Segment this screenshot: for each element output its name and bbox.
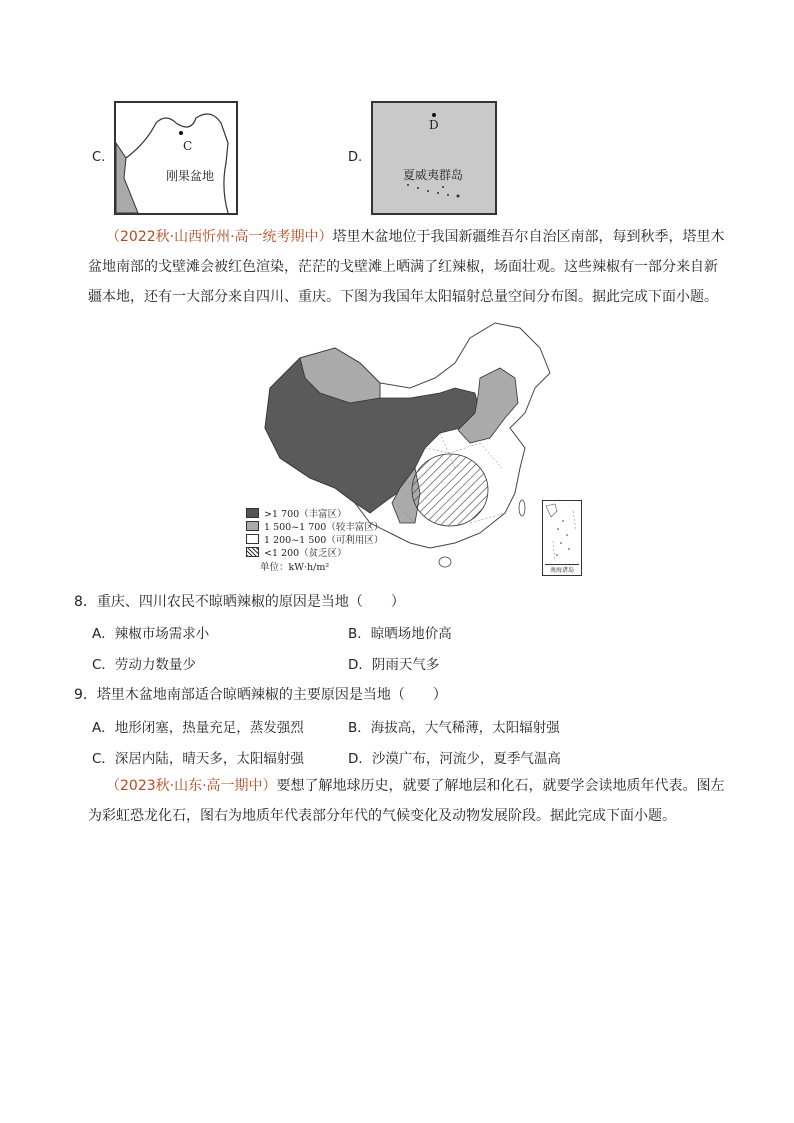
- option-d-label: D.: [348, 150, 363, 165]
- congo-basin-map-graphic: [116, 103, 236, 213]
- legend-item-poor: <1 200（贫乏区）: [246, 545, 347, 559]
- point-d-dot: [432, 113, 436, 117]
- question-8-option-b[interactable]: B．晾晒场地价高: [348, 626, 452, 642]
- china-solar-radiation-map: [240, 318, 580, 576]
- passage-2-source: （2023秋·山东·高一期中）: [106, 778, 277, 794]
- option-c-label: C.: [92, 150, 106, 165]
- option-c-map: [114, 101, 238, 215]
- legend-item-rich: >1 700（丰富区）: [246, 506, 347, 520]
- passage-1-text: 塔里木盆地位于我国新疆维吾尔自治区南部，每到秋季，塔里木盆地南部的戈壁滩会被红色渲染，茫茫的戈壁滩上晒满了红辣椒，场面壮观。这些辣椒有一部分来自新疆本地，还有一大部分来自四川、重庆。下图为我国年太阳辐射总量空间分布图。据此完成下面小题。: [88, 229, 725, 305]
- question-8-option-c[interactable]: C．劳动力数量少: [92, 657, 196, 673]
- hawaii-caption: 夏威夷群岛: [403, 168, 464, 182]
- south-china-sea-inset: [542, 500, 582, 576]
- question-8-stem: 8．重庆、四川农民不晾晒辣椒的原因是当地（ ）: [74, 594, 405, 610]
- question-9-option-b[interactable]: B．海拔高，大气稀薄，太阳辐射强: [348, 720, 560, 736]
- inset-label: 南海诸岛: [545, 564, 579, 574]
- question-8-option-d[interactable]: D．阴雨天气多: [348, 657, 440, 673]
- question-9-option-c[interactable]: C．深居内陆，晴天多，太阳辐射强: [92, 751, 304, 767]
- option-d-map: [371, 101, 497, 215]
- passage-1-source: （2022秋·山西忻州·高一统考期中）: [106, 229, 333, 245]
- question-9-stem: 9．塔里木盆地南部适合晾晒辣椒的主要原因是当地（ ）: [74, 687, 447, 703]
- passage-2-text: 要想了解地球历史，就要了解地层和化石，就要学会读地质年代表。图左为彩虹恐龙化石，图右为地质年代表部分年代的气候变化及动物发展阶段。据此完成下面小题。: [88, 778, 725, 824]
- legend-item-fairly-rich: 1 500~1 700（较丰富区）: [246, 519, 383, 533]
- question-9-option-a[interactable]: A．地形闭塞，热量充足，蒸发强烈: [92, 720, 304, 736]
- question-8-option-a[interactable]: A．辣椒市场需求小: [92, 626, 210, 642]
- question-9-option-d[interactable]: D．沙漠广布，河流少，夏季气温高: [348, 751, 561, 767]
- point-c-label: C: [183, 139, 193, 153]
- passage-2: [88, 771, 728, 831]
- point-c-dot: [179, 131, 183, 135]
- hawaii-islands-dots: [403, 181, 473, 201]
- passage-1: [88, 222, 728, 312]
- legend-item-usable: 1 200~1 500（可利用区）: [246, 532, 383, 546]
- point-d-label: D: [429, 118, 439, 132]
- legend-unit: 单位：kW·h/m²: [260, 562, 330, 573]
- congo-basin-caption: 刚果盆地: [166, 169, 215, 183]
